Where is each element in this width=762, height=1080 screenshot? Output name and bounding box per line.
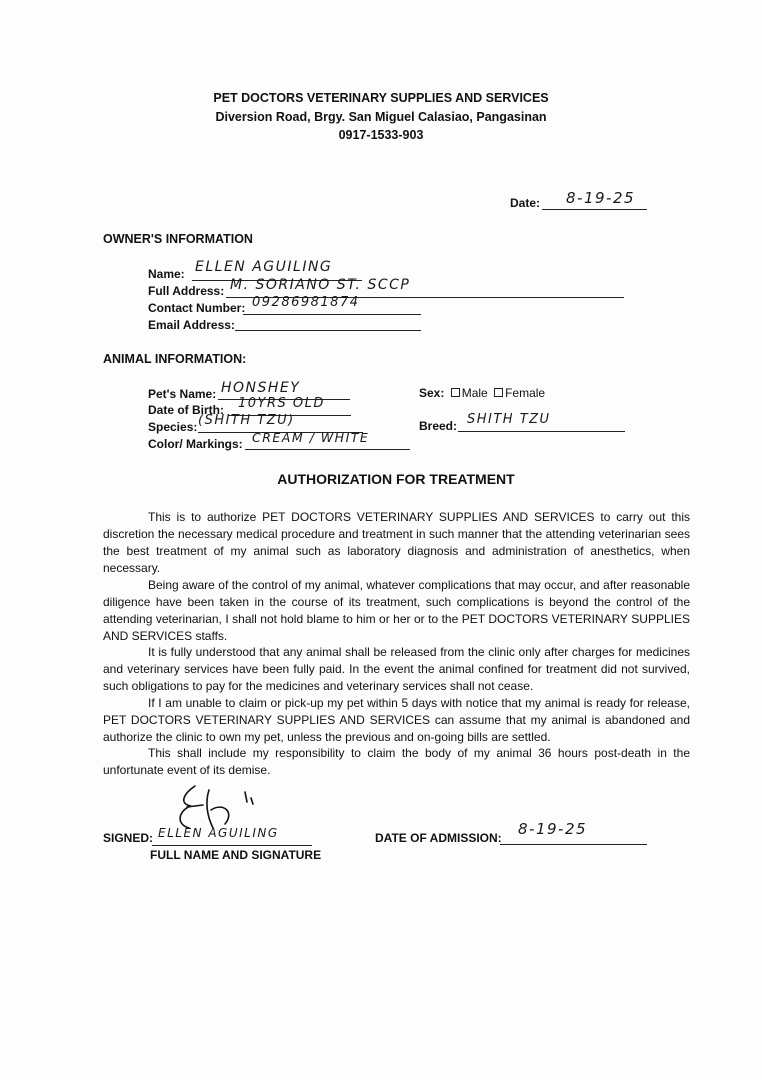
sex-field	[419, 386, 545, 400]
breed-value: SHITH TZU	[467, 412, 551, 427]
admission-line	[500, 844, 647, 845]
owner-email-line	[235, 330, 421, 331]
business-address: Diversion Road, Brgy. San Miguel Calasiao, Pangasinan	[215, 110, 547, 124]
dob-label: Date of Birth:	[148, 403, 224, 417]
admission-label: DATE OF ADMISSION:	[375, 831, 502, 845]
color-label: Color/ Markings:	[148, 437, 243, 451]
auth-paragraph-1: This is to authorize PET DOCTORS VETERINARY SUPPLIES AND SERVICES to carry out this discretion the necessary medical procedure and treatment in such manner that the attending veterinarian sees the best treatment of my animal such as laboratory diagnosis and administration of anesthetics, when necessary.	[103, 510, 690, 575]
sex-male-checkbox[interactable]	[451, 388, 460, 397]
pet-name-value: HONSHEY	[221, 380, 301, 396]
auth-paragraph-4: If I am unable to claim or pick-up my pet within 5 days with notice that my animal is ready for release, PET DOCTORS VETERINARY SUPPLIES AND SERVICES can assume that my animal is abandoned and authorize the clinic to own my pet, unless the previous and on-going bills are settled.	[103, 696, 690, 744]
owner-email-label: Email Address:	[148, 318, 235, 332]
auth-paragraph-5: This shall include my responsibility to claim the body of my animal 36 hours post-death in the unfortunate event of its demise.	[103, 746, 690, 777]
authorization-title: AUTHORIZATION FOR TREATMENT	[277, 471, 515, 487]
date-label: Date:	[510, 196, 541, 210]
species-value: (SHITH TZU)	[198, 413, 295, 428]
breed-line	[458, 431, 625, 432]
auth-paragraph-2: Being aware of the control of my animal, whatever complications that may occur, and after reasonable diligence have been taken in the course of its treatment, such complications is beyond the control of the attending veterinarian, I shall not hold blame to him or her or to the PET DOCTORS VETERINARY SUPPLIES AND SERVICES staffs.	[103, 578, 690, 643]
owner-contact-label: Contact Number:	[148, 301, 246, 315]
owner-address-label: Full Address:	[148, 284, 225, 298]
business-phone: 0917-1533-903	[338, 128, 424, 142]
owner-name-value: ELLEN AGUILING	[195, 259, 333, 275]
signed-name-value: ELLEN AGUILING	[158, 826, 279, 840]
species-label: Species:	[148, 420, 198, 434]
signature-line	[152, 845, 312, 846]
sex-label: Sex:	[419, 386, 445, 400]
dob-value: 10YRS OLD	[238, 396, 325, 411]
color-value: CREAM / WHITE	[252, 430, 370, 445]
signed-label: SIGNED:	[103, 831, 154, 845]
signature-caption: FULL NAME AND SIGNATURE	[150, 848, 322, 862]
sex-female-label: Female	[505, 386, 546, 400]
auth-paragraph-3: It is fully understood that any animal shall be released from the clinic only after charges for medicines and veterinary services have been fully paid. In the event the animal confined for treatment did not survived, such obligations to pay for the medicines and veterinary services shall not cease.	[103, 645, 690, 693]
color-line	[245, 449, 410, 450]
sex-male-label: Male	[461, 386, 488, 400]
owner-contact-line	[243, 314, 421, 315]
sex-female-checkbox[interactable]	[494, 388, 503, 397]
admission-value: 8-19-25	[518, 820, 588, 838]
date-value: 8-19-25	[566, 189, 636, 207]
date-line	[542, 209, 647, 210]
owner-name-label: Name:	[148, 267, 185, 281]
pet-name-label: Pet's Name:	[148, 387, 217, 401]
animal-section-title: ANIMAL INFORMATION:	[103, 352, 247, 366]
owner-address-value: M. SORIANO ST. SCCP	[230, 277, 411, 293]
business-name: PET DOCTORS VETERINARY SUPPLIES AND SERVICES	[213, 91, 549, 105]
owner-contact-value: 09286981874	[252, 295, 360, 310]
breed-label: Breed:	[419, 419, 458, 433]
owner-section-title: OWNER'S INFORMATION	[103, 232, 253, 246]
